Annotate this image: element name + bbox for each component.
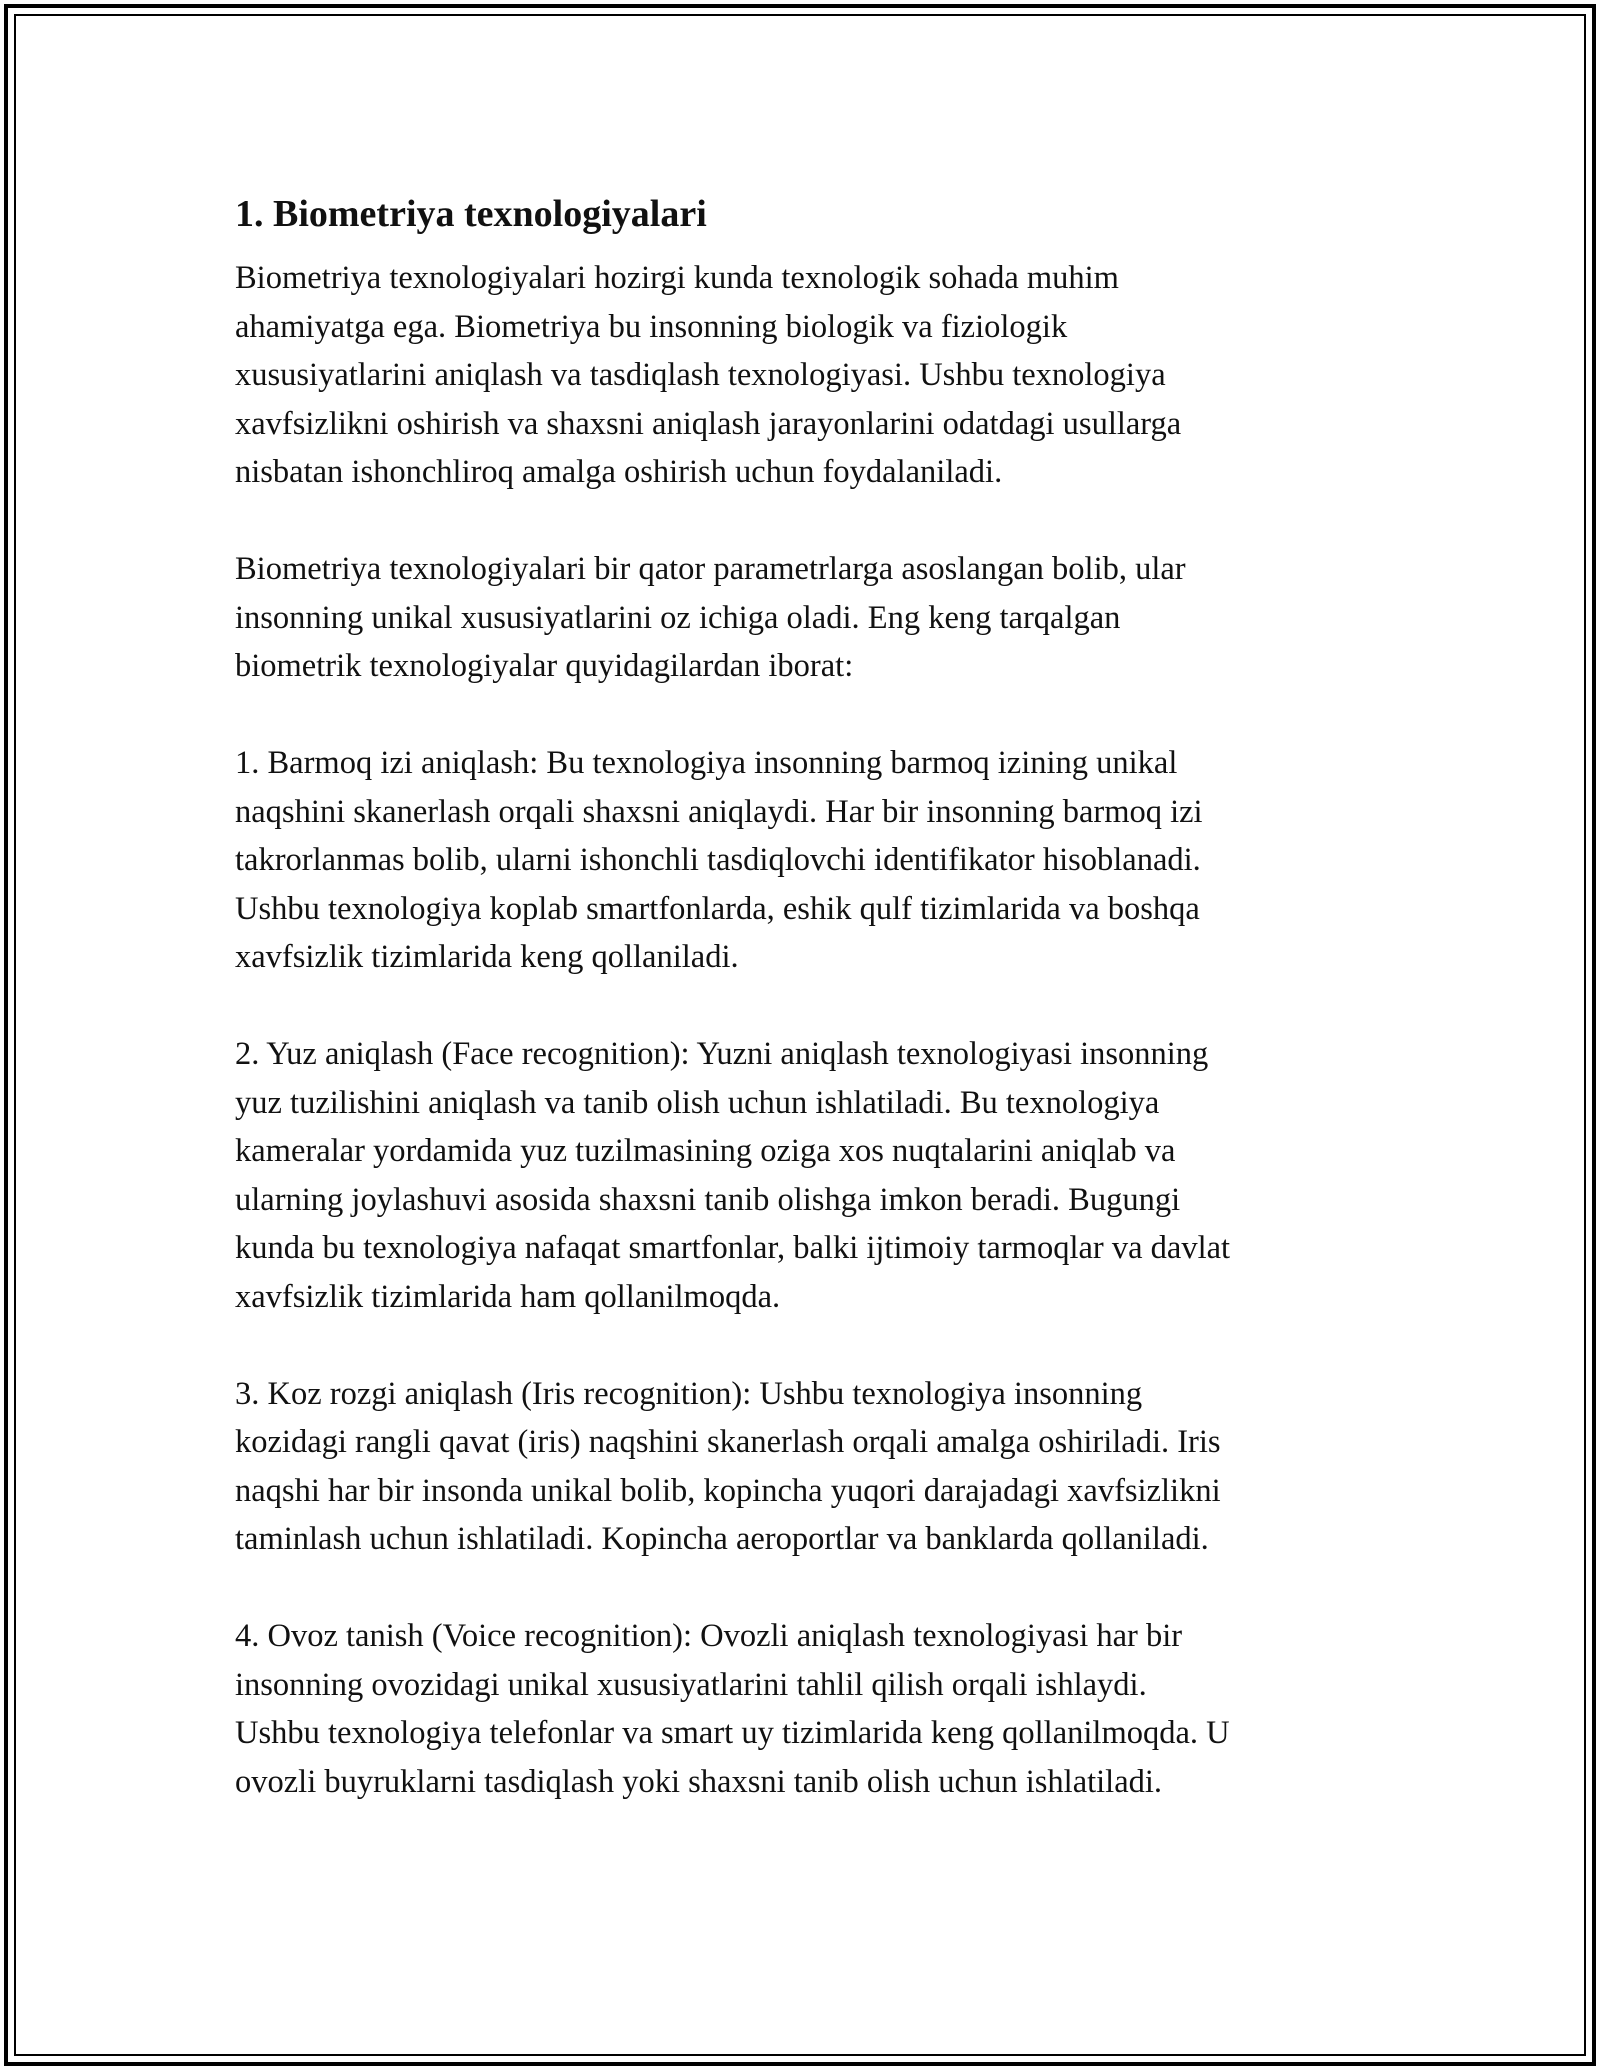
paragraph-face-recognition: 2. Yuz aniqlash (Face recognition): Yuzni aniqlash texnologiyasi insonning yuz tuzilishini aniqlash va tanib olish uchun ishlatiladi. Bu texnologiya kameralar yordamida yuz tuzilmasining oziga xos nuqtalarini aniqlab va ularning joylashuvi asosida shaxsni tanib olishga imkon beradi. Bugungi kunda bu texnologiya nafaqat smartfonlar, balki ijtimoiy tarmoqlar va davlat xavfsizlik tizimlarida ham qollanilmoqda.: [235, 1036, 1231, 1315]
paragraph-fingerprint: 1. Barmoq izi aniqlash: Bu texnologiya insonning barmoq izining unikal naqshini skanerlash orqali shaxsni aniqlaydi. Har bir insonning barmoq izi takrorlanmas bolib, ularni ishonchli tasdiqlovchi identifikator hisoblanadi. Ushbu texnologiya koplab smartfonlarda, eshik qulf tizimlarida va boshqa xavfsizlik tizimlarida keng qollaniladi.: [235, 745, 1203, 975]
paragraph-intro: Biometriya texnologiyalari hozirgi kunda texnologik sohada muhim ahamiyatga ega. Biometriya bu insonning biologik va fiziologik xususiyatlarini aniqlash va tasdiqlash texnologiyasi. Ushbu texnologiya xavfsizlikni oshirish va shaxsni aniqlash jarayonlarini odatdagi usullarga nisbatan ishonchliroq amalga oshirish uchun foydalaniladi.: [235, 260, 1182, 490]
paragraph-voice-recognition: 4. Ovoz tanish (Voice recognition): Ovozli aniqlash texnologiyasi har bir insonning ovozidagi unikal xususiyatlarini tahlil qilish orqali ishlaydi. Ushbu texnologiya telefonlar va smart uy tizimlarida keng qollanilmoqda. U ovozli buyruklarni tasdiqlash yoki shaxsni tanib olish uchun ishlatiladi.: [235, 1618, 1230, 1800]
document-body: [235, 186, 1385, 1855]
paragraph-iris-recognition: 3. Koz rozgi aniqlash (Iris recognition): Ushbu texnologiya insonning kozidagi rangli qavat (iris) naqshini skanerlash orqali amalga oshiriladi. Iris naqshi har bir insonda unikal bolib, kopincha yuqori darajadagi xavfsizlikni taminlash uchun ishlatiladi. Kopincha aeroportlar va banklarda qollaniladi.: [235, 1375, 1221, 1557]
paragraph-overview: Biometriya texnologiyalari bir qator parametrlarga asoslangan bolib, ular insonning unikal xususiyatlarini oz ichiga oladi. Eng keng tarqalgan biometrik texnologiyalar quyidagilardan iborat:: [235, 551, 1186, 684]
page-title: 1. Biometriya texnologiyalari: [235, 193, 707, 235]
